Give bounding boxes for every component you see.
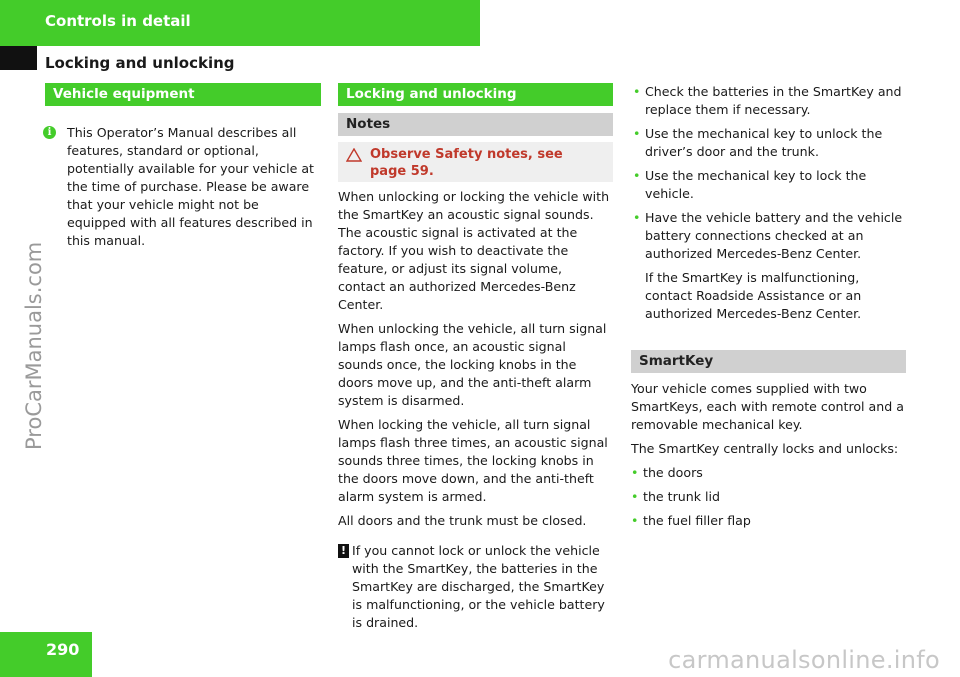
side-watermark: ProCarManuals.com — [22, 241, 46, 450]
page-number-tab — [0, 632, 92, 677]
caution-icon: ! — [338, 544, 349, 558]
middle-column — [338, 83, 613, 632]
malfunction-text: If the SmartKey is malfunctioning, contact Roadside Assistance or an authorized Mercedes-Benz Center. — [645, 270, 862, 321]
list-item: • Use the mechanical key to lock the vehicle. — [633, 168, 867, 201]
list-item: • the fuel filler flap — [631, 513, 751, 528]
section-marker — [0, 46, 37, 70]
footer-watermark: carmanualsonline.info — [668, 646, 940, 674]
paragraph-acoustic: When unlocking or locking the vehicle with the SmartKey an acoustic signal sounds. The acoustic signal is activated at the factory. If you wish to deactivate the feature, or adjust its signal volume, contact an authorized Mercedes-Benz Center. — [338, 189, 610, 312]
info-note — [45, 124, 321, 250]
paragraph-unlocking: When unlocking the vehicle, all turn signal lamps flash once, an acoustic signal sounds once, the locking knobs in the doors move up, and the anti-theft alarm system is disarmed. — [338, 321, 607, 408]
right-column — [631, 83, 906, 536]
notes-heading: Notes — [338, 113, 613, 136]
info-text: This Operator’s Manual describes all features, standard or optional, potentially available for your vehicle at the time of purchase. Please be aware that your vehicle might not be equipped with all features described in this manual. — [67, 125, 314, 248]
list-item: • Have the vehicle battery and the vehicle battery connections checked at an authorized Mercedes-Benz Center. — [633, 210, 903, 261]
warning-box — [338, 142, 613, 182]
caution-note — [338, 542, 613, 632]
section-title: Locking and unlocking — [45, 54, 235, 72]
list-item: • Use the mechanical key to unlock the driver’s door and the trunk. — [633, 126, 883, 159]
vehicle-equipment-heading: Vehicle equipment — [45, 83, 321, 106]
locking-heading: Locking and unlocking — [338, 83, 613, 106]
page-number: 290 — [46, 640, 80, 659]
smartkey-paragraph-1: Your vehicle comes supplied with two SmartKeys, each with remote control and a removable mechanical key. — [631, 381, 904, 432]
left-column — [45, 83, 321, 250]
warning-triangle-icon — [346, 148, 362, 162]
caution-text: If you cannot lock or unlock the vehicle with the SmartKey, the batteries in the SmartKey are discharged, the SmartKey is malfunctioning, or the vehicle battery is drained. — [352, 543, 605, 630]
paragraph-locking: When locking the vehicle, all turn signal lamps flash three times, an acoustic signal sounds three times, the locking knobs in the doors move down, and the anti-theft alarm system is armed. — [338, 417, 608, 504]
chapter-tab — [0, 0, 480, 46]
list-item: • the trunk lid — [631, 489, 721, 504]
chapter-title: Controls in detail — [45, 12, 191, 30]
warning-line-1: Observe Safety notes, see — [370, 147, 563, 162]
warning-line-2: page 59. — [370, 164, 434, 179]
smartkey-heading: SmartKey — [631, 350, 906, 373]
list-item: • the doors — [631, 465, 703, 480]
paragraph-closed: All doors and the trunk must be closed. — [338, 513, 587, 528]
smartkey-paragraph-2: The SmartKey centrally locks and unlocks: — [631, 441, 899, 456]
info-icon: i — [43, 126, 56, 139]
list-item: • Check the batteries in the SmartKey and replace them if necessary. — [633, 84, 902, 117]
